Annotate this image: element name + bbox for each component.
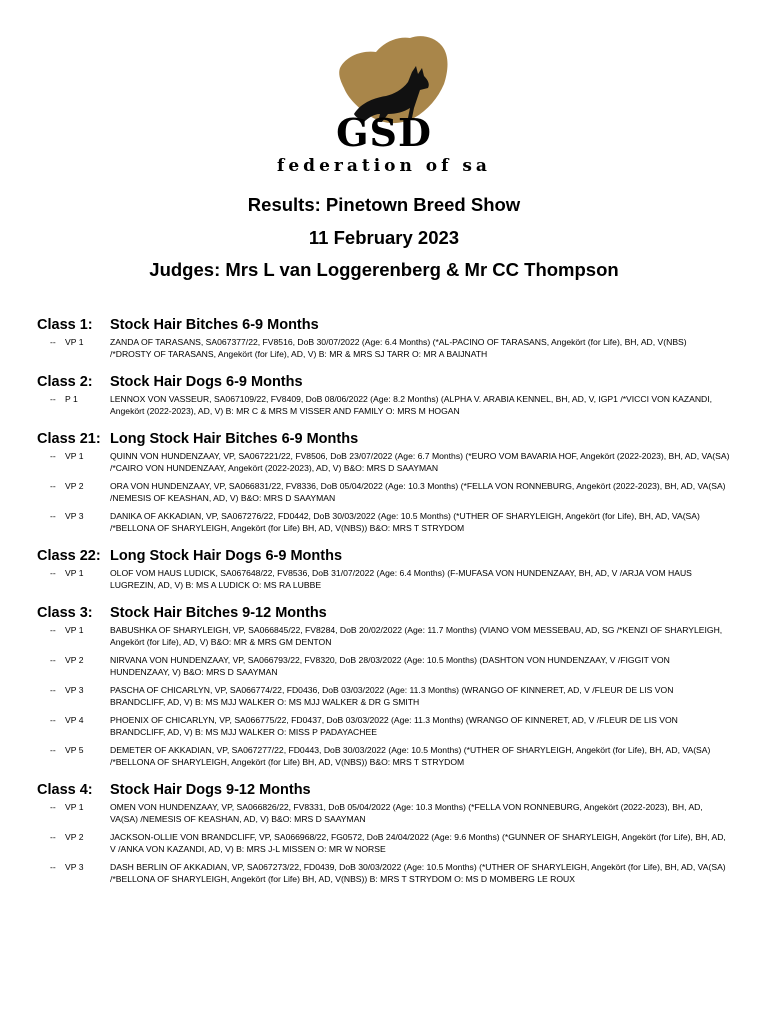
- entry-placing: VP 3: [65, 862, 84, 872]
- entry-bullet: --: [50, 715, 56, 725]
- class-heading: [0, 601, 768, 621]
- entry-details: BABUSHKA OF SHARYLEIGH, VP, SA066845/22, FV8284, DoB 20/02/2022 (Age: 11.7 Months) (VIANO VOM MESSEBAU, AD, SG /*KENZI OF SHARYLEIGH, Angekört (for Life), AD, V) B&O: MR & MRS GM DENTON: [110, 625, 723, 647]
- entry-bullet: --: [50, 655, 56, 665]
- class-name: Long Stock Hair Dogs 6-9 Months: [110, 548, 343, 564]
- entry-placing: VP 2: [65, 655, 84, 665]
- result-entry: [0, 511, 768, 535]
- entry-details: JACKSON-OLLIE VON BRANDCLIFF, VP, SA066968/22, FG0572, DoB 24/04/2022 (Age: 9.6 Months) (*GUNNER OF SHARYLEIGH, Angekört (for Life), BH, AD, V /ANKA VON KAZANDI, AD, V) B: MRS J-L MISSEN O: MR W NORSE: [110, 832, 726, 854]
- logo-organisation: federation of sa: [277, 156, 491, 176]
- entry-bullet: --: [50, 568, 56, 578]
- entry-placing: VP 4: [65, 715, 84, 725]
- result-entry: [0, 862, 768, 886]
- entry-details: ORA VON HUNDENZAAY, VP, SA066831/22, FV8336, DoB 05/04/2022 (Age: 10.3 Months) (*FELLA VON RONNEBURG, Angekört (2022-2023), BH, AD, VA(SA) /NEMESIS OF KEASHAN, AD, V) B&O: MRS D SAAYMAN: [110, 481, 726, 503]
- result-entry: [0, 337, 768, 361]
- result-entry: [0, 745, 768, 769]
- entry-details: QUINN VON HUNDENZAAY, VP, SA067221/22, FV8506, DoB 23/07/2022 (Age: 6.7 Months) (*EURO VOM BAVARIA HOF, Angekört (2022-2023), BH, AD, VA(SA) /*CAIRO VON HUNDENZAAY, Angekört (2022-2023), AD, V) B&O: MRS D SAAYMAN: [110, 451, 730, 473]
- entry-details: OLOF VOM HAUS LUDICK, SA067648/22, FV8536, DoB 31/07/2022 (Age: 6.4 Months) (F-MUFASA VON HUNDENZAAY, BH, AD, V /ARJA VOM HAUS LUGREZIN, AD, V) B: MS A LUDICK O: MS RA LUBBE: [110, 568, 692, 590]
- class-name: Stock Hair Dogs 6-9 Months: [110, 374, 303, 390]
- entry-placing: VP 1: [65, 802, 84, 812]
- class-number: Class 21:: [37, 431, 101, 447]
- class-section: [0, 313, 768, 361]
- class-section: [0, 778, 768, 886]
- class-number: Class 4:: [37, 782, 93, 798]
- class-heading: [0, 427, 768, 447]
- page-title: Results: Pinetown Breed Show: [247, 194, 521, 215]
- entry-placing: VP 1: [65, 451, 84, 461]
- result-entry: [0, 802, 768, 826]
- entry-details: ZANDA OF TARASANS, SA067377/22, FV8516, DoB 30/07/2022 (Age: 6.4 Months) (*AL-PACINO OF TARASANS, Angekört (for Life), BH, AD, V(NBS) /*DROSTY OF TARASANS, Angekört (for Life), AD, V) B: MR & MRS SJ TARR O: MR A BAIJNATH: [110, 337, 687, 359]
- class-number: Class 22:: [37, 548, 101, 564]
- class-number: Class 3:: [37, 605, 93, 621]
- result-entry: [0, 685, 768, 709]
- entry-bullet: --: [50, 685, 56, 695]
- result-entry: [0, 655, 768, 679]
- class-name: Stock Hair Bitches 9-12 Months: [110, 605, 327, 621]
- results-list: [0, 313, 768, 895]
- entry-placing: VP 1: [65, 337, 84, 347]
- entry-bullet: --: [50, 625, 56, 635]
- result-entry: [0, 451, 768, 475]
- result-entry: [0, 568, 768, 592]
- entry-bullet: --: [50, 802, 56, 812]
- class-number: Class 1:: [37, 317, 93, 333]
- entry-bullet: --: [50, 862, 56, 872]
- entry-details: DANIKA OF AKKADIAN, VP, SA067276/22, FD0442, DoB 30/03/2022 (Age: 10.5 Months) (*UTHER OF SHARYLEIGH, Angekört (for Life), BH, AD, VA(SA) /*BELLONA OF SHARYLEIGH, Angekört (for Life) BH, AD, V(NBS)) B&O: MRS T STRYDOM: [110, 511, 700, 533]
- entry-placing: P 1: [65, 394, 78, 404]
- entry-details: NIRVANA VON HUNDENZAAY, VP, SA066793/22, FV8320, DoB 28/03/2022 (Age: 10.5 Months) (DASHTON VON HUNDENZAAY, V /FIGGIT VON HUNDENZAAY, V) B&O: MRS D SAAYMAN: [110, 655, 670, 677]
- class-heading: [0, 313, 768, 333]
- result-entry: [0, 715, 768, 739]
- class-name: Long Stock Hair Bitches 6-9 Months: [110, 431, 359, 447]
- class-heading: [0, 778, 768, 798]
- judges-line: Judges: Mrs L van Loggerenberg & Mr CC Thompson: [149, 259, 619, 280]
- entry-details: PASCHA OF CHICARLYN, VP, SA066774/22, FD0436, DoB 03/03/2022 (Age: 11.3 Months) (WRANGO OF KINNERET, AD, V /FLEUR DE LIS VON BRANDCLIFF, AD, V) B: MS MJJ WALKER O: MS MJJ WALKER & DR G SMITH: [110, 685, 674, 707]
- entry-placing: VP 3: [65, 685, 84, 695]
- logo-initials: GSD: [336, 110, 432, 155]
- entry-placing: VP 3: [65, 511, 84, 521]
- entry-details: DEMETER OF AKKADIAN, VP, SA067277/22, FD0443, DoB 30/03/2022 (Age: 10.5 Months) (*UTHER OF SHARYLEIGH, Angekört (for Life), BH, AD, VA(SA) /*BELLONA OF SHARYLEIGH, Angekört (for Life) BH, AD, V(NBS)) B&O: MRS T STRYDOM: [110, 745, 711, 767]
- entry-bullet: --: [50, 481, 56, 491]
- entry-details: OMEN VON HUNDENZAAY, VP, SA066826/22, FV8331, DoB 05/04/2022 (Age: 10.3 Months) (*FELLA VON RONNEBURG, Angekört (2022-2023), BH, AD, VA(SA) /NEMESIS OF KEASHAN, AD, V) B&O: MRS D SAAYMAN: [110, 802, 703, 824]
- entry-bullet: --: [50, 511, 56, 521]
- class-heading: [0, 544, 768, 564]
- class-heading: [0, 370, 768, 390]
- entry-details: LENNOX VON VASSEUR, SA067109/22, FV8409, DoB 08/06/2022 (Age: 8.2 Months) (ALPHA V. ARABIA KENNEL, BH, AD, V, IGP1 /*VICCI VON KAZANDI, Angekört (2022-2023), AD, V) B: MR C & MRS M VISSER AND FAMILY O: MRS M HOGAN: [110, 394, 713, 416]
- class-number: Class 2:: [37, 374, 93, 390]
- entry-placing: VP 5: [65, 745, 84, 755]
- class-section: [0, 544, 768, 592]
- entry-details: PHOENIX OF CHICARLYN, VP, SA066775/22, FD0437, DoB 03/03/2022 (Age: 11.3 Months) (WRANGO OF KINNERET, AD, V /FLEUR DE LIS VON BRANDCLIFF, AD, V) B: MS MJJ WALKER O: MISS P PADAYACHEE: [110, 715, 678, 737]
- class-section: [0, 370, 768, 418]
- result-entry: [0, 481, 768, 505]
- class-name: Stock Hair Dogs 9-12 Months: [110, 782, 311, 798]
- entry-placing: VP 1: [65, 625, 84, 635]
- show-date: 11 February 2023: [308, 227, 460, 248]
- result-entry: [0, 832, 768, 856]
- class-section: [0, 601, 768, 769]
- result-entry: [0, 394, 768, 418]
- entry-placing: VP 2: [65, 481, 84, 491]
- entry-bullet: --: [50, 394, 56, 404]
- entry-bullet: --: [50, 337, 56, 347]
- result-entry: [0, 625, 768, 649]
- entry-details: DASH BERLIN OF AKKADIAN, VP, SA067273/22, FD0439, DoB 30/03/2022 (Age: 10.5 Months) (*UTHER OF SHARYLEIGH, Angekört (for Life), BH, AD, VA(SA) /*BELLONA OF SHARYLEIGH, Angekört (for Life) BH, AD, V(NBS)) B: MRS T STRYDOM O: MS D MOMBERG LE ROUX: [110, 862, 726, 884]
- class-name: Stock Hair Bitches 6-9 Months: [110, 317, 319, 333]
- class-section: [0, 427, 768, 535]
- gsd-federation-logo: [0, 28, 768, 178]
- entry-placing: VP 2: [65, 832, 84, 842]
- entry-bullet: --: [50, 745, 56, 755]
- entry-placing: VP 1: [65, 568, 84, 578]
- entry-bullet: --: [50, 451, 56, 461]
- entry-bullet: --: [50, 832, 56, 842]
